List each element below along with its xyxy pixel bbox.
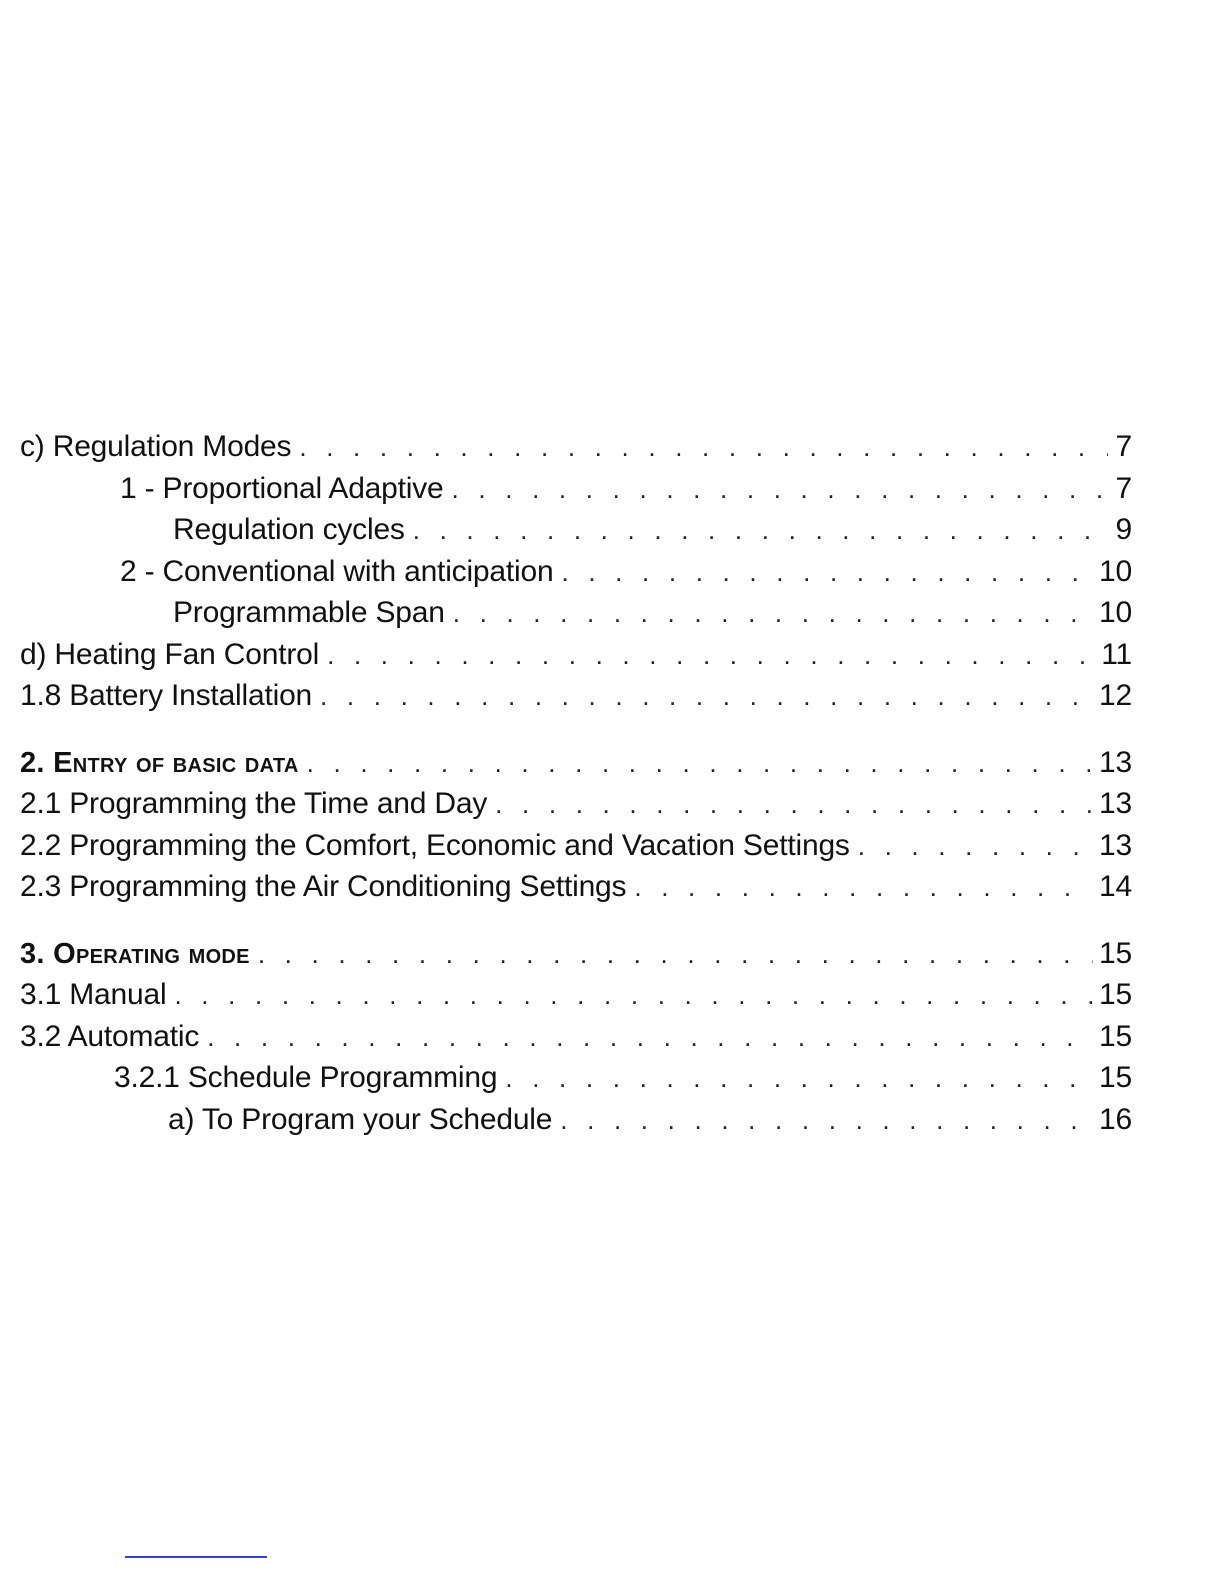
toc-group-operating-mode <box>20 933 1132 1141</box>
toc-entry-proportional-adaptive[interactable] <box>20 468 1132 510</box>
toc-entry-title: 1.8 Battery Installation <box>20 679 313 712</box>
toc-entry-page: 14 <box>1099 870 1132 903</box>
toc-entry-program-your-schedule[interactable] <box>20 1099 1132 1141</box>
toc-leader-dots <box>453 593 1093 635</box>
toc-chapter-entry-of-basic-data[interactable] <box>20 742 1132 784</box>
toc-entry-title: 3.2 Automatic <box>20 1019 200 1053</box>
toc-entry-automatic[interactable] <box>20 1016 1132 1058</box>
toc-entry-schedule-programming[interactable] <box>20 1057 1132 1099</box>
footnote-rule-line <box>125 1556 267 1558</box>
toc-entry-page: 10 <box>1099 596 1132 629</box>
toc-entry-time-and-day[interactable] <box>20 783 1132 825</box>
toc-entry-title: a) To Program your Schedule <box>168 1102 553 1136</box>
toc-entry-page: 9 <box>1115 513 1132 546</box>
toc-entry-title: 1 - Proportional Adaptive <box>120 471 444 505</box>
toc-leader-dots <box>320 676 1093 718</box>
toc-entry-title: d) Heating Fan Control <box>20 637 320 671</box>
toc-entry-page: 7 <box>1115 430 1132 463</box>
toc-chapter-title: 3. Operating mode <box>20 937 250 970</box>
toc-entry-title: 3.2.1 Schedule Programming <box>114 1061 498 1094</box>
toc-leader-dots <box>561 552 1093 594</box>
toc-leader-dots <box>307 743 1093 785</box>
toc-leader-dots <box>327 635 1095 677</box>
toc-entry-page: 11 <box>1101 637 1132 671</box>
toc-entry-heating-fan-control[interactable] <box>20 634 1132 676</box>
toc-entry-regulation-modes[interactable] <box>20 426 1132 468</box>
toc-entry-programmable-span[interactable] <box>20 592 1132 634</box>
toc-entry-title: Regulation cycles <box>173 513 405 546</box>
toc-entry-manual[interactable] <box>20 974 1132 1016</box>
toc-entry-page: 7 <box>1115 471 1132 505</box>
toc-entry-conventional-anticipation[interactable] <box>20 551 1132 593</box>
toc-entry-page: 15 <box>1099 936 1132 970</box>
toc-entry-title: 2.3 Programming the Air Conditioning Settings <box>20 870 627 903</box>
toc-entry-page: 15 <box>1099 1019 1132 1053</box>
toc-entry-air-conditioning-settings[interactable] <box>20 866 1132 908</box>
toc-leader-dots <box>858 826 1093 868</box>
toc-entry-page: 16 <box>1099 1102 1132 1136</box>
toc-entry-comfort-settings[interactable] <box>20 825 1132 867</box>
toc-leader-dots <box>258 934 1093 976</box>
toc-entry-page: 12 <box>1099 679 1132 712</box>
toc-entry-page: 13 <box>1099 828 1132 862</box>
toc-entry-title: 2.1 Programming the Time and Day <box>20 787 488 820</box>
toc-entry-page: 15 <box>1099 978 1132 1011</box>
toc-leader-dots <box>413 510 1108 552</box>
toc-leader-dots <box>174 975 1093 1017</box>
toc-leader-dots <box>452 469 1108 511</box>
toc-entry-title: 2 - Conventional with anticipation <box>120 554 554 588</box>
toc-leader-dots <box>560 1100 1093 1142</box>
toc-entry-title: 3.1 Manual <box>20 978 167 1011</box>
toc-entry-battery-installation[interactable] <box>20 675 1132 717</box>
toc-leader-dots <box>505 1058 1093 1100</box>
toc-entry-title: c) Regulation Modes <box>20 430 292 463</box>
toc-entry-page: 10 <box>1099 554 1132 588</box>
toc-entry-page: 15 <box>1099 1061 1132 1094</box>
toc-entry-page: 13 <box>1099 745 1132 779</box>
toc-group-basic-data <box>20 742 1132 908</box>
toc-entry-page: 13 <box>1099 787 1132 820</box>
toc-leader-dots <box>495 784 1093 826</box>
toc-chapter-operating-mode[interactable] <box>20 933 1132 975</box>
toc-entry-regulation-cycles[interactable] <box>20 509 1132 551</box>
table-of-contents <box>20 426 1132 1140</box>
toc-group-regulation <box>20 426 1132 717</box>
toc-chapter-title: 2. Entry of basic data <box>20 746 299 779</box>
toc-leader-dots <box>634 867 1093 909</box>
toc-entry-title: Programmable Span <box>173 596 445 629</box>
toc-leader-dots <box>207 1017 1093 1059</box>
toc-leader-dots <box>299 427 1108 469</box>
toc-entry-title: 2.2 Programming the Comfort, Economic and Vacation Settings <box>20 828 850 862</box>
